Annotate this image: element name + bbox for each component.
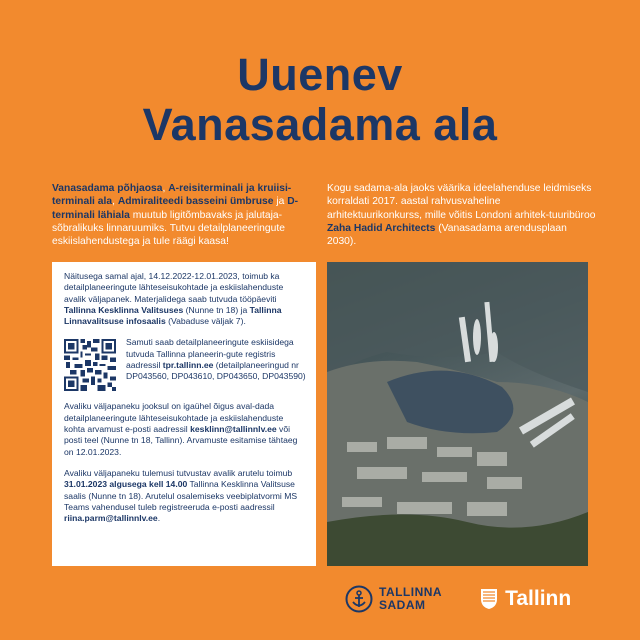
highlight: D-terminali lähiala [52, 196, 299, 221]
text: ja [273, 196, 288, 208]
text: , [112, 196, 118, 208]
highlight: Tallinna Kesklinna Valitsuses [64, 304, 184, 315]
text: Avaliku väljapaneku tulemusi tutvustav avalik arutelu toimub [64, 467, 293, 478]
tallinna-sadam-logo [345, 585, 442, 613]
text: Avaliku väljapaneku jooksul on igaühel õigus aval-dada detailplaneeringute lähteseisukohtade ja eskiislahenduste kohta arvamust e-posti aadressil [64, 401, 284, 435]
email-link[interactable]: riina.parm@tallinnlv.ee [64, 513, 158, 524]
registry-link[interactable]: tpr.tallinn.ee [162, 360, 214, 371]
logo-text: TALLINNA [379, 585, 443, 599]
info-paragraph-exhibition [64, 271, 306, 327]
text: (Nunne tn 18) ja [183, 304, 250, 315]
info-box [52, 262, 316, 566]
highlight: Tallinna Linnavalitsuse infosaalis [64, 304, 282, 327]
text: , [162, 183, 169, 194]
qr-code[interactable] [64, 339, 116, 391]
title-line-1: Uuenev [237, 49, 403, 100]
info-paragraph-discussion [64, 468, 306, 524]
text: (detailplaneeringud nr DP043560, DP043610, DP043650, DP043590) [126, 360, 306, 382]
logo-text: Tallinn [505, 587, 572, 610]
highlight: Admiraliteedi basseini ümbruse [117, 196, 274, 208]
text: Samuti saab detailplaneeringute eskiisidega tutvuda Tallinna planeerin-gute registris aadressil [126, 337, 294, 371]
info-paragraph-feedback [64, 401, 306, 457]
text: (Vanasadama arendusplaan 2030). [327, 222, 567, 248]
anchor-icon [345, 585, 373, 613]
text: või posti teel (Nunne tn 18, Tallinn). Arvamuste esitamise tähtaeg on 12.01.2023. [64, 424, 298, 457]
text: Näitusega samal ajal, 14.12.2022-12.01.2023, toimub ka detailplaneeringute lähteseisukohtade ja eskiislahenduste avalik väljapanek. Materjalidega saab tutvuda tööpäeviti [64, 271, 284, 304]
text: muutub ligitõmbavaks ja jalutaja-sõbralikuks linnaruumiks. Tutvu detailplaneeringute eskiislahendustega ja tule räägi kaasa! [52, 209, 285, 248]
highlight: Vanasadama põhjaosa [52, 183, 163, 194]
logo-row [345, 585, 571, 613]
page-title [0, 50, 640, 150]
text: Kogu sadama-ala jaoks väärika ideelahenduse leidmiseks korraldati 2017. aastal rahvusvaheline arhitektuurikonkurss, mille võitis Londoni arhitek-tuuribüroo [327, 183, 596, 221]
logo-text: SADAM [379, 598, 426, 612]
info-paragraph-registry [126, 337, 306, 391]
tallinn-crest-icon [480, 587, 498, 611]
highlight: Zaha Hadid Architects [327, 222, 436, 234]
highlight: 31.01.2023 algusega kell 14.00 [64, 479, 188, 490]
intro-left-text [52, 182, 322, 248]
text: Tallinna Kesklinna Valitsuse saalis (Nunne tn 18). Arutelul osalemiseks veebiplatvormi MS Teams vahendusel tuleb registreeruda e-posti aadressil [64, 479, 298, 512]
aerial-rendering-image [327, 262, 588, 566]
highlight: A-reisiterminali ja kruiisi-terminali ala [52, 183, 292, 208]
text: . [157, 513, 161, 524]
intro-right-text [327, 182, 597, 248]
title-line-2: Vanasadama ala [142, 99, 498, 150]
text: (Vabaduse väljak 7). [165, 316, 246, 327]
tallinn-city-logo [480, 587, 571, 611]
email-link[interactable]: kesklinn@tallinnlv.ee [190, 424, 277, 435]
